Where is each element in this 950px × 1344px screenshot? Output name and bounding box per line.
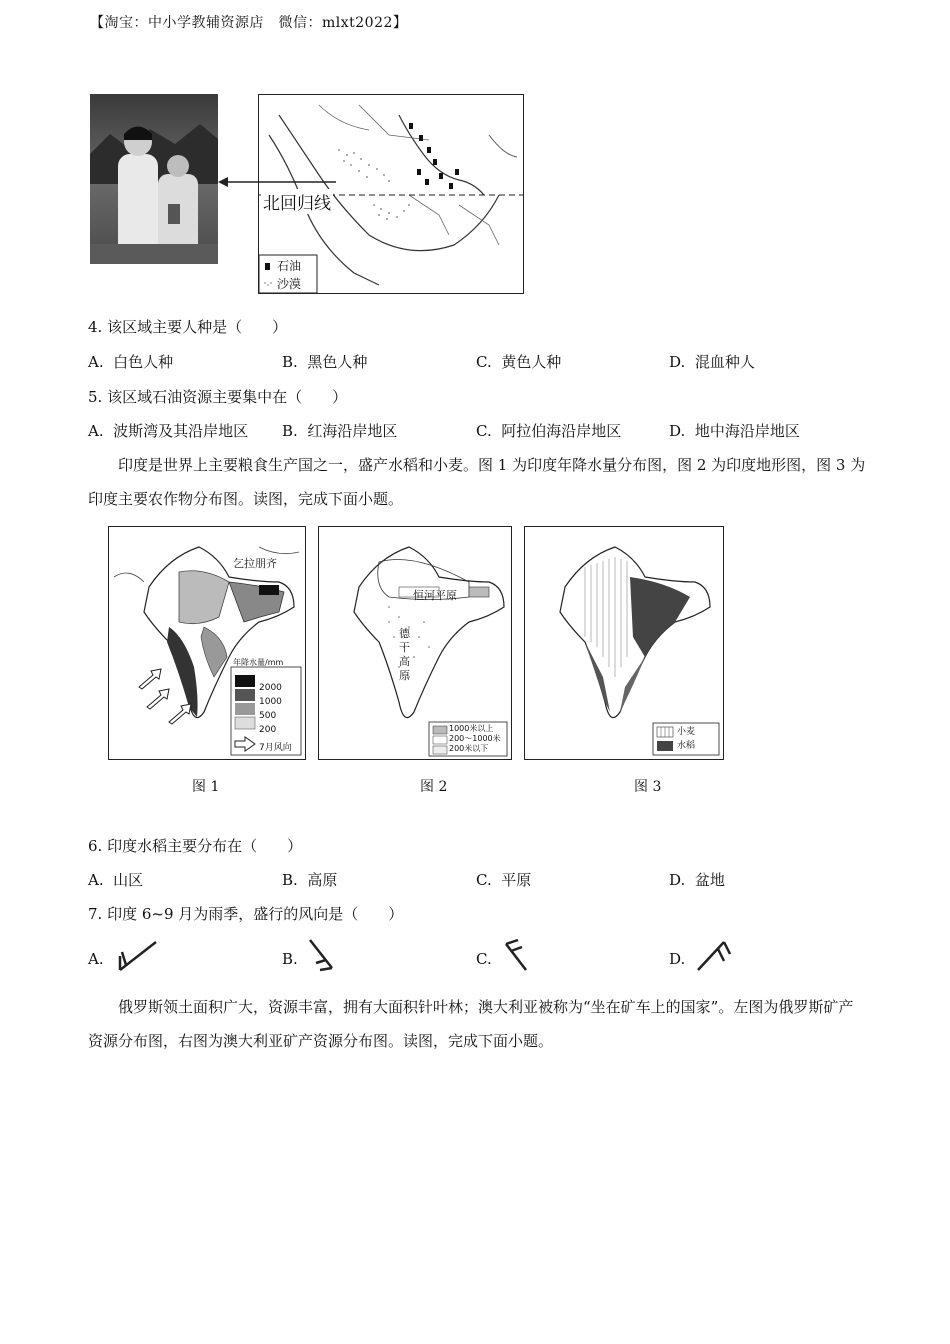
option-letter: B. — [282, 353, 298, 371]
q5-option-b[interactable] — [282, 420, 397, 441]
option-letter: C. — [476, 871, 492, 889]
tropic-of-cancer-label: 北回归线 — [261, 189, 333, 214]
legend-desert-label: 沙漠 — [277, 277, 302, 291]
option-text: 白色人种 — [113, 353, 174, 371]
legend-value: 1000 — [259, 697, 282, 707]
option-text: 地中海沿岸地区 — [694, 422, 800, 440]
option-text: 山区 — [113, 871, 144, 889]
q7-option-b[interactable] — [282, 950, 298, 968]
wind-symbol-southwest-icon — [116, 938, 160, 974]
q7-option-d[interactable] — [669, 950, 685, 968]
option-letter: D. — [669, 871, 686, 889]
option-text: 黑色人种 — [307, 353, 368, 371]
option-text: 波斯湾及其沿岸地区 — [113, 422, 249, 440]
option-letter: C. — [476, 353, 492, 371]
legend-item: 200米以下 — [449, 744, 489, 753]
q4-option-a[interactable] — [88, 351, 173, 372]
option-letter: D. — [669, 422, 686, 440]
figure-1-india-rainfall-map — [108, 526, 306, 760]
india-intro-paragraph: 印度是世界上主要粮食生产国之一，盛产水稻和小麦。图 1 为印度年降水量分布图，图 2 为印度地形图，图 3 为印度主要农作物分布图。读图，完成下面小题。 — [88, 456, 866, 508]
option-letter: A. — [88, 353, 104, 371]
question-7-stem: 7. 印度 6~9 月为雨季，盛行的风向是（ ） — [88, 905, 404, 923]
option-letter: C. — [476, 950, 492, 968]
option-text: 混血种人 — [694, 353, 755, 371]
option-text: 黄色人种 — [501, 353, 562, 371]
fig2-legend — [449, 724, 501, 754]
wind-symbol-northwest-icon — [500, 936, 534, 974]
option-letter: B. — [282, 871, 298, 889]
fig1-wind-label: 7月风向 — [259, 743, 292, 753]
option-letter: D. — [669, 353, 686, 371]
q5-option-a[interactable] — [88, 420, 248, 441]
fig1-legend-title: 年降水量/mm — [233, 658, 284, 667]
figure-map-arabian-peninsula — [258, 94, 524, 294]
q6-option-d[interactable] — [669, 869, 725, 890]
q6-option-a[interactable] — [88, 869, 143, 890]
q6-option-b[interactable] — [282, 869, 337, 890]
option-text: 盆地 — [694, 871, 725, 889]
legend-item: 水稻 — [677, 741, 696, 751]
question-5-stem: 5. 该区域石油资源主要集中在（ ） — [88, 388, 348, 406]
question-6-stem: 6. 印度水稻主要分布在（ ） — [88, 837, 303, 855]
figure-photo-arab-men — [90, 94, 218, 264]
option-text: 阿拉伯海沿岸地区 — [501, 422, 622, 440]
cherrapunji-label: 乞拉朋齐 — [233, 557, 277, 570]
q7-option-c[interactable] — [476, 950, 492, 968]
wind-symbol-southeast-icon — [306, 936, 340, 974]
option-letter: B. — [282, 950, 298, 968]
legend-value: 500 — [259, 711, 277, 721]
q6-option-c[interactable] — [476, 869, 531, 890]
wind-symbol-northeast-icon — [694, 936, 736, 974]
ganges-plain-label: 恒河平原 — [413, 589, 457, 602]
header-watermark: 【淘宝：中小学教辅资源店 微信：mlxt2022】 — [90, 15, 408, 31]
fig3-legend — [677, 725, 695, 753]
legend-value: 200 — [259, 725, 277, 735]
figure-3-caption: 图 3 — [634, 779, 662, 795]
option-letter: D. — [669, 950, 686, 968]
legend-item: 200～1000米 — [449, 734, 501, 743]
option-letter: A. — [88, 871, 104, 889]
figure-3-india-crops-map — [524, 526, 724, 760]
fig1-legend-values — [259, 681, 282, 737]
q7-option-a[interactable] — [88, 950, 104, 968]
option-text: 高原 — [307, 871, 338, 889]
question-4-stem: 4. 该区域主要人种是（ ） — [88, 318, 288, 336]
option-text: 平原 — [501, 871, 532, 889]
legend-value: 2000 — [259, 683, 282, 693]
option-letter: B. — [282, 422, 298, 440]
legend-oil-label: 石油 — [277, 259, 302, 273]
option-letter: A. — [88, 950, 104, 968]
figure-1-caption: 图 1 — [192, 779, 220, 795]
legend-item: 1000米以上 — [449, 724, 494, 733]
pointer-arrow-icon — [214, 172, 338, 192]
q4-option-c[interactable] — [476, 351, 561, 372]
option-text: 红海沿岸地区 — [307, 422, 398, 440]
figure-2-india-terrain-map — [318, 526, 512, 760]
q4-option-d[interactable] — [669, 351, 755, 372]
q5-option-c[interactable] — [476, 420, 621, 441]
russia-australia-intro-paragraph: 俄罗斯领土面积广大，资源丰富，拥有大面积针叶林；澳大利亚被称为“坐在矿车上的国家”。左图为俄罗斯矿产资源分布图，右图为澳大利亚矿产资源分布图。读图，完成下面小题。 — [88, 998, 854, 1050]
q4-option-b[interactable] — [282, 351, 367, 372]
figure-2-caption: 图 2 — [420, 779, 448, 795]
option-letter: A. — [88, 422, 104, 440]
legend-item: 小麦 — [677, 727, 696, 737]
deccan-plateau-label: 德干高原 — [399, 627, 410, 682]
option-letter: C. — [476, 422, 492, 440]
q5-option-d[interactable] — [669, 420, 800, 441]
